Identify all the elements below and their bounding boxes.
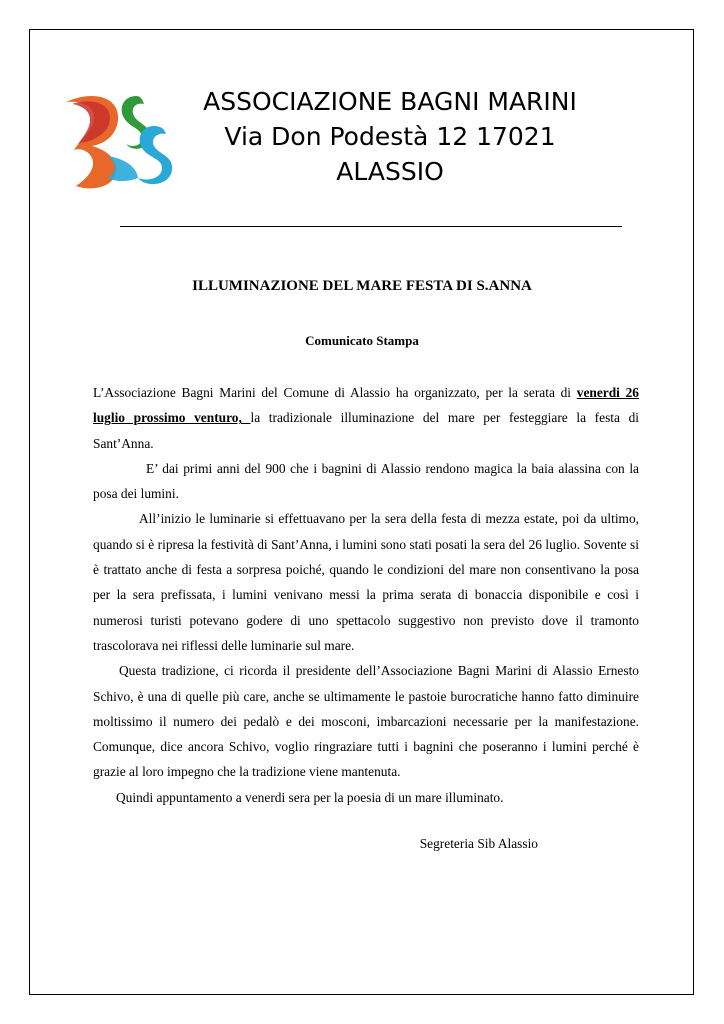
organization-city: ALASSIO <box>336 157 444 186</box>
paragraph-1-end: la tradizionale illuminazione del mare per festeggiare la festa di Sant’Anna. <box>93 410 639 451</box>
document-title: ILLUMINAZIONE DEL MARE FESTA DI S.ANNA <box>192 278 532 294</box>
paragraph-1 <box>93 380 639 456</box>
paragraph-1-start: L’Associazione Bagni Marini del Comune di Alassio ha organizzato, per la serata di <box>93 385 577 400</box>
paragraph-2: E’ dai primi anni del 900 che i bagnini di Alassio rendono magica la baia alassina con la posa dei lumini. <box>93 460 639 502</box>
paragraph-4: Questa tradizione, ci ricorda il presidente dell’Associazione Bagni Marini di Alassio Ernesto Schivo, è una di quelle più care, anche se ultimamente le pastoie burocratiche hanno fatto diminuire moltissimo il numero dei pedalò e dei mosconi, imbarcazioni necessarie per la manifestazione. Comunque, dice ancora Schivo, voglio ringraziare tutti i bagnini che poseranno i lumini perché è grazie al loro impegno che la tradizione viene mantenuta. <box>93 663 639 780</box>
header-divider <box>120 226 622 227</box>
paragraph-5: Quindi appuntamento a venerdi sera per la poesia di un mare illuminato. <box>116 789 504 805</box>
paragraph-3: All’inizio le luminarie si effettuavano per la sera della festa di mezza estate, poi da ultimo, quando si è ripresa la festività di Sant’Anna, i lumini sono stati posati la sera del 26 luglio. Sovente si è trattato anche di festa a sorpresa poiché, quando le condizioni del mare non consentivano la posa per la sera prefissata, i lumini venivano messi la prima serata di bonaccia disponibile e così i numerosi turisti potevano godere di uno spettacolo suggestivo non previsto dove il tramonto trascolorava nei riflessi delle luminarie sul mare. <box>93 511 639 653</box>
document-subtitle: Comunicato Stampa <box>305 333 419 348</box>
press-release-body <box>93 380 639 810</box>
letterhead <box>160 84 620 189</box>
signature: Segreteria Sib Alassio <box>419 836 538 851</box>
organization-address: Via Don Podestà 12 17021 <box>224 122 556 151</box>
organization-name: ASSOCIAZIONE BAGNI MARINI <box>203 87 577 116</box>
event-date-emphasis: venerdi 26 luglio prossimo venturo, <box>93 385 639 426</box>
